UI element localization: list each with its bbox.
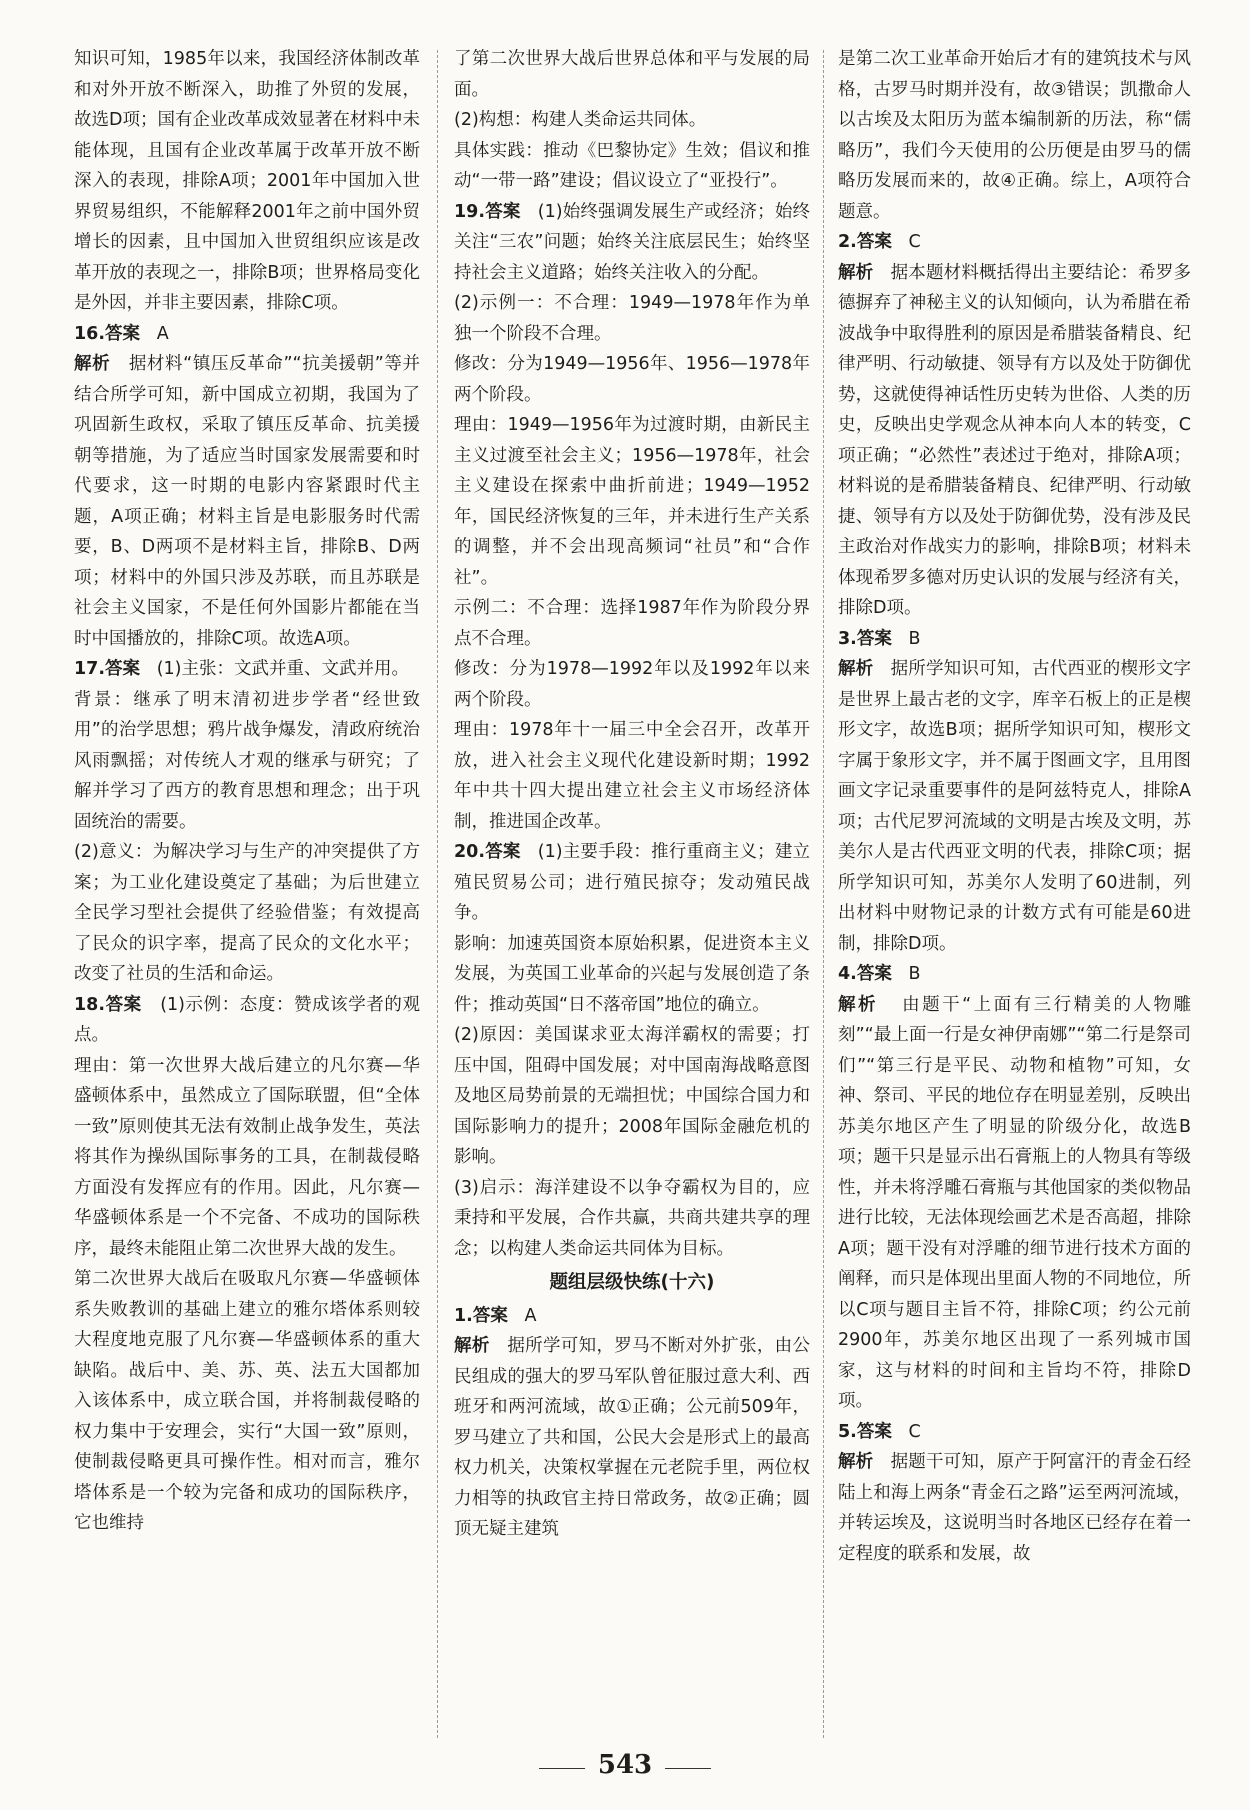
answer-label: 答案 — [856, 964, 892, 984]
question-number: 16. — [74, 323, 106, 344]
answer-s5 — [838, 1417, 1191, 1570]
column-right — [838, 44, 1191, 1569]
answer-text: 修改：分为1978—1992年以及1992年以来两个阶段。 — [454, 659, 810, 710]
answer-16 — [74, 319, 420, 655]
column-divider — [437, 50, 438, 1738]
answer-text: (1)主要手段：推行重商主义；建立殖民贸易公司；进行殖民掠夺；发动殖民战争。 — [454, 842, 810, 923]
answer-choice: A — [524, 1305, 537, 1326]
answer-18 — [74, 990, 420, 1539]
column-divider — [823, 50, 824, 1738]
answer-text: 理由：1978年十一届三中全会召开，改革开放，进入社会主义现代化建设新时期；1992年中共十四大提出建立社会主义市场经济体制，推进国企改革。 — [454, 720, 810, 832]
answer-s2 — [838, 227, 1191, 624]
answer-label: 答案 — [856, 628, 892, 649]
explanation-label: 解析 — [838, 659, 874, 679]
explanation-label: 解析 — [838, 262, 874, 283]
footer-rule — [539, 1768, 585, 1769]
explanation-label: 解析 — [838, 1452, 874, 1472]
explanation-text: 据材料“镇压反革命”“抗美援朝”等并结合所学可知，新中国成立初期，我国为了巩固新生政权，采取了镇压反革命、抗美援朝等措施，为了适应当时国家发展需要和时代要求，这一时期的电影内容紧跟时代主题，A项正确；材料主旨是电影服务时代需要，B、D两项不是材料主旨，排除B、D两项；材料中的外国只涉及苏联，而且苏联是社会主义国家，不是任何外国影片都能在当时中国播放的，排除C项。故选A项。 — [74, 354, 421, 649]
answer-text: (1)始终强调发展生产或经济；始终关注“三农”问题；始终关注底层民生；始终坚持社会主义道路；始终关注收入的分配。 — [454, 201, 810, 283]
explanation-text: 据本题材料概括得出主要结论：希罗多德摒弃了神秘主义的认知倾向，认为希腊在希波战争中取得胜利的原因是希腊装备精良、纪律严明、行动敏捷、领导有方以及处于防御优势，这就使得神话性历史转为世俗、人类的历史，反映出史学观念从神本向人本的转变，C项正确；“必然性”表述过于绝对，排除A项；材料说的是希腊装备精良、纪律严明、行动敏捷、领导有方以及处于防御优势，没有涉及民主政治对作战实力的影响，排除B项；材料未体现希罗多德对历史认识的发展与经济有关，排除D项。 — [838, 262, 1192, 618]
explanation-label: 解析 — [838, 994, 878, 1015]
answer-text: 理由：第一次世界大战后建立的凡尔赛—华盛顿体系中，虽然成立了国际联盟，但“全体一致”原则使其无法有效制止战争发生，英法将其作为操纵国际事务的工具，在制裁侵略方面没有发挥应有的作用。因此，凡尔赛—华盛顿体系是一个不完备、不成功的国际秩序，最终未能阻止第二次世界大战的发生。 — [74, 1055, 420, 1259]
question-number: 19. — [454, 201, 486, 222]
answer-label: 答案 — [105, 994, 142, 1015]
answer-s1-tail: 是第二次工业革命开始后才有的建筑技术与风格，古罗马时期并没有，故③错误；凯撒命人以古埃及太阳历为蓝本编制新的历法，称“儒略历”，我们今天使用的公历便是由罗马的儒略历发展而来的，故④正确。综上，A项符合题意。 — [838, 49, 1191, 222]
question-number: 18. — [74, 994, 106, 1015]
answer-text: (1)主张：文武并重、文武并用。 — [156, 659, 410, 679]
question-number: 3. — [838, 628, 857, 649]
question-number: 2. — [838, 232, 857, 252]
answer-text: 理由：1949—1956年为过渡时期，由新民主主义过渡至社会主义；1956—1978年，社会主义建设在探索中曲折前进；1949—1952年，国民经济恢复的三年，并未进行生产关系的调整，并不会出现高频词“社员”和“合作社”。 — [454, 415, 810, 588]
section-title: 题组层级快练(十六) — [549, 1272, 715, 1293]
answer-18-tail: 了第二次世界大战后世界总体和平与发展的局面。 — [454, 49, 810, 100]
explanation-text: 据所学可知，罗马不断对外扩张，由公民组成的强大的罗马军队曾征服过意大利、西班牙和两河流域，故①正确；公元前509年，罗马建立了共和国，公民大会是形式上的最高权力机关，决策权掌握在元老院手里，两位权力相等的执政官主持日常政务，故②正确；圆顶无疑主建筑 — [454, 1336, 811, 1539]
answer-text: 背景：继承了明末清初进步学者“经世致用”的治学思想；鸦片战争爆发，清政府统治风雨飘摇；对传统人才观的继承与研究；了解并学习了西方的教育思想和理念；出于巩固统治的需要。 — [74, 689, 420, 832]
answer-label: 答案 — [105, 659, 141, 679]
column-left — [74, 44, 420, 1539]
answer-text: (1)示例：态度：赞成该学者的观点。 — [74, 994, 420, 1045]
answer-text: 修改：分为1949—1956年、1956—1978年两个阶段。 — [454, 354, 810, 405]
answer-label: 答案 — [485, 842, 521, 862]
explanation-label: 解析 — [74, 354, 111, 374]
answer-text: (2)意义：为解决学习与生产的冲突提供了方案；为工业化建设奠定了基础；为后世建立全民学习型社会提供了经验借鉴；有效提高了民众的识字率，提高了民众的文化水平；改变了社员的生活和命运。 — [74, 842, 420, 984]
answer-17 — [74, 654, 420, 990]
question-number: 20. — [454, 842, 486, 862]
answer-text: 影响：加速英国资本原始积累，促进资本主义发展，为英国工业革命的兴起与发展创造了条件；推动英国“日不落帝国”地位的确立。 — [454, 933, 810, 1015]
footer-rule — [665, 1768, 711, 1769]
answer-text: (2)原因：美国谋求亚太海洋霸权的需要；打压中国，阻碍中国发展；对中国南海战略意图及地区局势前景的无端担忧；中国综合国力和国际影响力的提升；2008年国际金融危机的影响。 — [454, 1025, 810, 1167]
answer-s4 — [838, 959, 1191, 1417]
answer-text: (2)构想：构建人类命运共同体。 — [454, 110, 707, 130]
answer-choice: C — [908, 232, 921, 252]
explanation-text: 由题干“上面有三行精美的人物雕刻”“最上面一行是女神伊南娜”“第二行是祭司们”“第三行是平民、动物和植物”可知，女神、祭司、平民的地位存在明显差别，反映出苏美尔地区产生了明显的阶级分化，故选B项；题干只是显示出石膏瓶上的人物具有等级性，并未将浮雕石膏瓶与其他国家的类似物品进行比较，无法体现绘画艺术是否高超，排除A项；题干没有对浮雕的细节进行技术方面的阐释，而只是体现出里面人物的不同地位，所以C项与题目主旨不符，排除C项；约公元前2900年，苏美尔地区出现了一系列城市国家，这与材料的时间和主旨均不符，排除D项。 — [838, 994, 1191, 1411]
question-number: 5. — [838, 1421, 857, 1442]
answer-label: 答案 — [472, 1305, 508, 1326]
column-middle — [454, 44, 810, 1545]
page-footer — [0, 1750, 1250, 1780]
answer-19 — [454, 197, 810, 838]
answer-choice: B — [908, 964, 921, 984]
answer-text: 第二次世界大战后在吸取凡尔赛—华盛顿体系失败教训的基础上建立的雅尔塔体系则较大程度地克服了凡尔赛—华盛顿体系的重大缺陷。战后中、美、苏、英、法五大国都加入该体系中，成立联合国，并将制裁侵略的权力集中于安理会，实行“大国一致”原则，使制裁侵略更具可操作性。相对而言，雅尔塔体系是一个较为完备和成功的国际秩序，它也维持 — [74, 1269, 420, 1533]
question-number: 17. — [74, 659, 106, 679]
answer-choice: C — [908, 1421, 921, 1442]
answer-s3 — [838, 624, 1191, 960]
answer-label: 答案 — [856, 1421, 892, 1442]
explanation-label: 解析 — [454, 1336, 490, 1356]
answer-label: 答案 — [856, 232, 892, 252]
answer-text: 示例二：不合理：选择1987年作为阶段分界点不合理。 — [454, 598, 810, 649]
answer-text: (2)示例一：不合理：1949—1978年作为单独一个阶段不合理。 — [454, 293, 810, 344]
question-number: 1. — [454, 1305, 473, 1326]
answer-20 — [454, 837, 810, 1264]
explanation-text: 据题干可知，原产于阿富汗的青金石经陆上和海上两条“青金石之路”运至两河流域，并转运埃及，这说明当时各地区已经存在着一定程度的联系和发展，故 — [838, 1452, 1192, 1564]
answer-choice: B — [908, 628, 921, 649]
answer-label: 答案 — [105, 323, 141, 344]
answer-label: 答案 — [485, 201, 521, 222]
question-number: 4. — [838, 964, 857, 984]
answer-s1 — [454, 1301, 810, 1545]
page-number: 543 — [597, 1750, 653, 1780]
answer-15-explanation-tail: 知识可知，1985年以来，我国经济体制改革和对外开放不断深入，助推了外贸的发展，故选D项；国有企业改革成效显著在材料中未能体现，且国有企业改革属于改革开放不断深入的表现，排除A项；2001年中国加入世界贸易组织，不能解释2001年之前中国外贸增长的因素，且中国加入世贸组织应该是改革开放的表现之一，排除B项；世界格局变化是外因，并非主要因素，排除C项。 — [74, 49, 420, 313]
answer-text: (3)启示：海洋建设不以争夺霸权为目的，应秉持和平发展，合作共赢，共商共建共享的理念；以构建人类命运共同体为目标。 — [454, 1177, 810, 1259]
answer-choice: A — [156, 323, 169, 344]
explanation-text: 据所学知识可知，古代西亚的楔形文字是世界上最古老的文字，库辛石板上的正是楔形文字，故选B项；据所学知识可知，楔形文字属于象形文字，并不属于图画文字，且用图画文字记录重要事件的是阿兹特克人，排除A项；古代尼罗河流域的文明是古埃及文明，苏美尔人是古代西亚文明的代表，排除C项；据所学知识可知，苏美尔人发明了60进制，列出材料中财物记录的计数方式有可能是60进制，排除D项。 — [838, 659, 1192, 954]
answer-text: 具体实践：推动《巴黎协定》生效；倡议和推动“一带一路”建设；倡议设立了“亚投行”。 — [454, 140, 810, 191]
